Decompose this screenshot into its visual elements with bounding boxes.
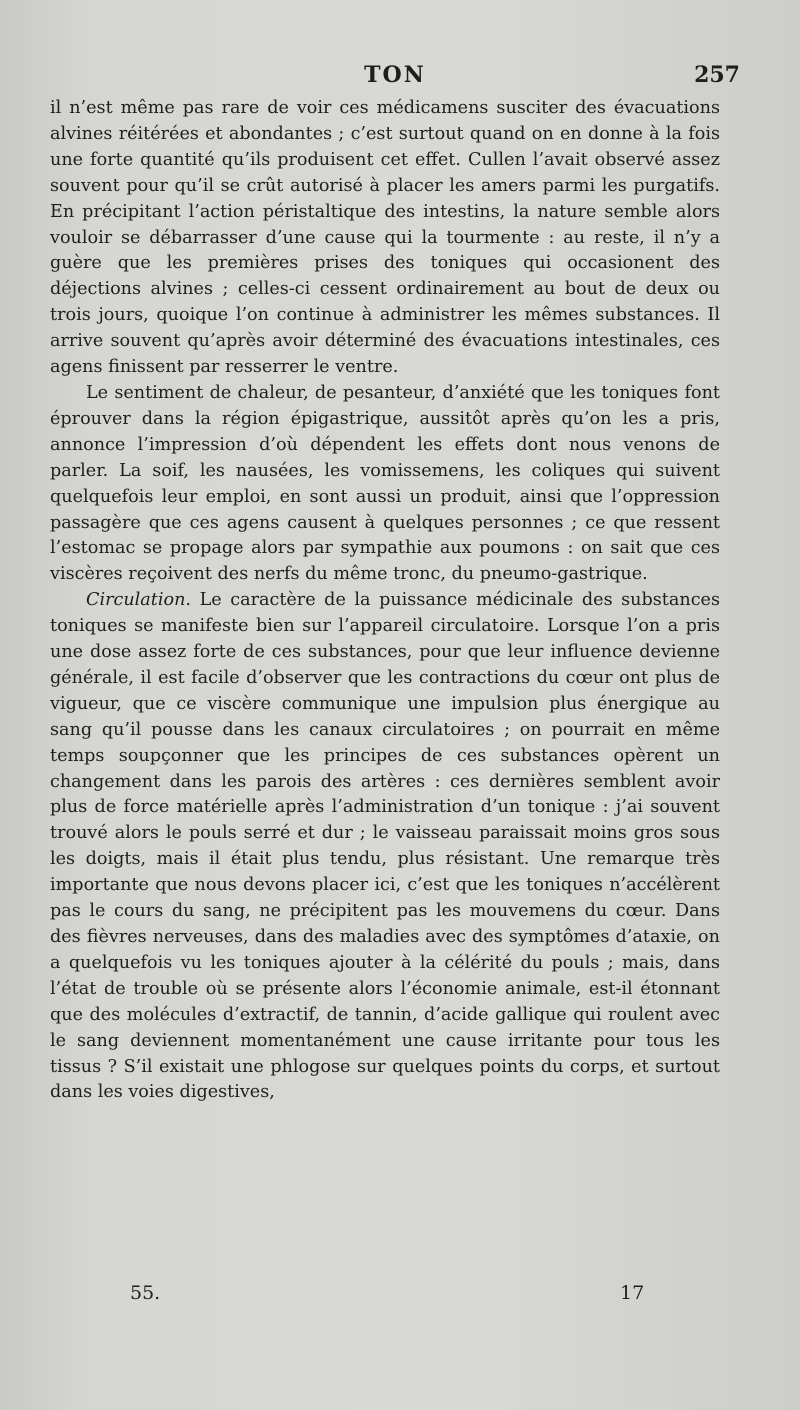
section-lead: Circulation. (86, 590, 192, 611)
paragraph-sensations: Le sentiment de chaleur, de pesanteur, d’anxiété que les toniques font éprouver dans la région épigastrique, aussitôt après qu’on les a pris, annonce l’impression d’où dépendent les effets dont nous venons de parler. La soif, les nausées, les vomissemens, les coliques qui suivent quelquefois leur emploi, en sont aussi un produit, ainsi que l’oppression passagère que ces agens causent à quelques personnes ; ce que ressent l’estomac se propage alors par sympathie aux poumons : on sait que ces viscères reçoivent des nerfs du même tronc, du pneumo-gastrique. (50, 382, 720, 585)
gathering-mark: 17 (620, 1282, 645, 1304)
signature-mark: 55. (130, 1282, 161, 1304)
paragraph-circulation (50, 588, 720, 1106)
page-number: 257 (694, 62, 740, 88)
body-text (50, 96, 720, 1106)
paragraph-continuation: il n’est même pas rare de voir ces médicamens susciter des évacuations alvines réitérées et abondantes ; c’est surtout quand on en donne à la fois une forte quantité qu’ils produisent cet effet. Cullen l’avait observé assez souvent pour qu’il se crût autorisé à placer les amers parmi les purgatifs. En précipitant l’action péristaltique des intestins, la nature semble alors vouloir se débarrasser d’une cause qui la tourmente : au reste, il n’y a guère que les premières prises des toniques qui occasionent des déjections alvines ; celles-ci cessent ordinairement au bout de deux ou trois jours, quoique l’on continue à administrer les mêmes substances. Il arrive souvent qu’après avoir déterminé des évacuations intestinales, ces agens finissent par resserrer le ventre. (50, 98, 720, 378)
running-head (50, 62, 740, 92)
running-title: TON (364, 62, 426, 88)
page-footer (50, 1282, 740, 1310)
paragraph-circulation-text: Le caractère de la puissance médicinale des substances toniques se manifeste bien sur l’appareil circulatoire. Lorsque l’on a pris une dose assez forte de ces substances, pour que leur influence devienne générale, il est facile d’observer que les contractions du cœur ont plus de vigueur, que ce viscère communique une impulsion plus énergique au sang qu’il pousse dans les canaux circulatoires ; on pourrait en même temps soupçonner que les principes de ces substances opèrent un changement dans les parois des artères : ces dernières semblent avoir plus de force matérielle après l’administration d’un tonique : j’ai souvent trouvé alors le pouls serré et dur ; le vaisseau paraissait moins gros sous les doigts, mais il était plus tendu, plus résistant. Une remarque très importante que nous devons placer ici, c’est que les toniques n’accélèrent pas le cours du sang, ne précipitent pas les mouvemens du cœur. Dans des fièvres nerveuses, dans des maladies avec des symptômes d’ataxie, on a quelquefois vu les toniques ajouter à la célérité du pouls ; mais, dans l’état de trouble où se présente alors l’économie animale, est-il étonnant que des molécules d’extractif, de tannin, d’acide gallique qui roulent avec le sang deviennent momentanément une cause irritante pour tous les tissus ? S’il existait une phlogose sur quelques points du corps, et surtout dans les voies digestives, (50, 590, 720, 1103)
